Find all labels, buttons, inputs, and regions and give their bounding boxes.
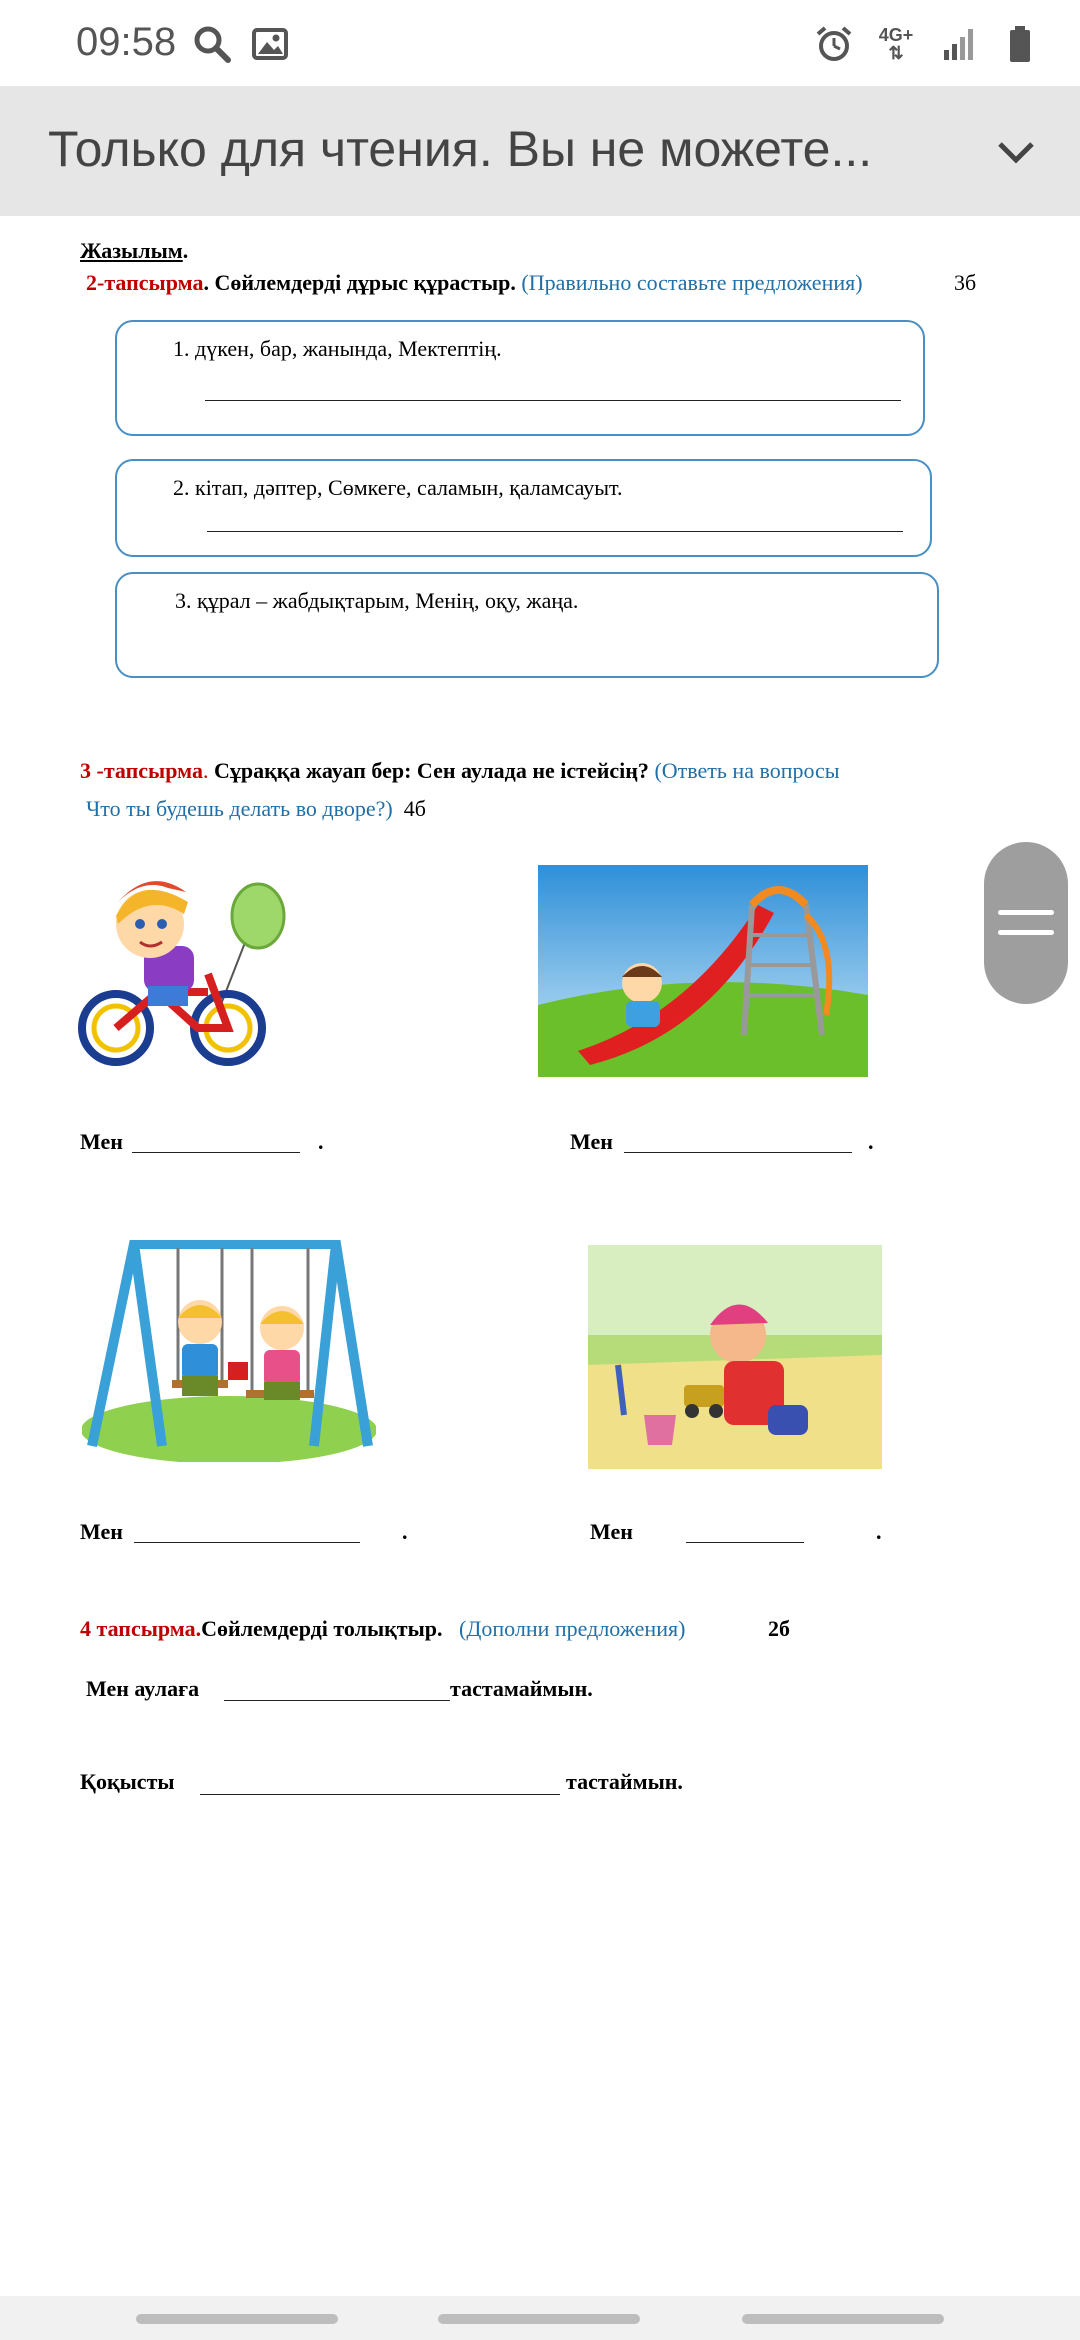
read-only-title: Только для чтения. Вы не можете... [48, 121, 873, 177]
task3-instruction: Сұраққа жауап бер: Сен аулада не істейсің? [213, 758, 649, 783]
boy-in-sandbox-picture [588, 1245, 882, 1469]
answer-line[interactable] [207, 531, 903, 532]
task2-header: 2-тапсырма. Сөйлемдерді дұрыс құрастыр. (Правильно составьте предложения) [86, 270, 863, 295]
task2-item-1-box [115, 320, 925, 436]
task4-label: 4 тапсырма [80, 1616, 196, 1641]
task3-translation-1: (Ответь на вопросы [654, 758, 840, 783]
children-on-swing-picture [82, 1240, 376, 1462]
nav-recents-pill[interactable] [742, 2314, 944, 2324]
task2-item-3-box [115, 572, 939, 678]
answer-line[interactable] [205, 400, 901, 401]
navigation-bar [0, 2296, 1080, 2340]
image-icon [250, 24, 290, 64]
chevron-down-icon[interactable] [988, 124, 1044, 180]
task3-points: 4б [403, 796, 426, 821]
task3-header: 3 -тапсырма. Сұраққа жауап бер: Сен аулада не істейсің? (Ответь на вопросы [80, 758, 840, 783]
task4-translation: (Дополни предложения) [459, 1616, 686, 1641]
read-only-banner[interactable] [0, 86, 1080, 216]
answer-blank[interactable] [624, 1152, 852, 1153]
answer-blank[interactable] [686, 1542, 804, 1543]
battery-icon [1000, 24, 1040, 64]
task4-header: 4 тапсырма.Сөйлемдерді толықтыр. (Дополни предложения) [80, 1616, 686, 1641]
boy-on-bicycle-picture [78, 862, 294, 1076]
document-page [0, 216, 1080, 2296]
nav-back-pill[interactable] [136, 2314, 338, 2324]
boy-on-slide-picture [538, 865, 868, 1077]
signal-icon [938, 24, 978, 64]
answer-word: Мен [80, 1519, 123, 1544]
task3-header-line2 [86, 796, 426, 822]
task4-points: 2б [768, 1616, 790, 1641]
answer-word: Мен [80, 1129, 123, 1154]
task2-instruction: Сөйлемдерді дұрыс құрастыр. [214, 270, 516, 295]
task2-label: 2-тапсырма [86, 270, 204, 295]
task4-instruction: Сөйлемдерді толықтыр. [201, 1616, 443, 1641]
scroll-handle[interactable] [984, 842, 1068, 1004]
task2-item-2-box [115, 459, 932, 557]
answer-dot: . [876, 1519, 882, 1544]
sentence2-blank[interactable] [200, 1794, 560, 1795]
section-heading: Жазылым. [80, 238, 189, 263]
sentence2-start: Қоқысты [80, 1769, 175, 1794]
answer-dot: . [318, 1129, 324, 1154]
search-icon [192, 24, 232, 64]
task2-item-3: 3. құрал – жабдықтарым, Менің, оқу, жаңа. [175, 588, 579, 613]
sentence1-start: Мен аулаға [86, 1676, 200, 1701]
answer-word: Мен [590, 1519, 633, 1544]
task2-points: 3б [954, 270, 977, 295]
sentence2-end: тастаймын. [566, 1769, 683, 1794]
status-bar [0, 0, 1080, 86]
status-time: 09:58 [76, 20, 177, 64]
answer-dot: . [402, 1519, 408, 1544]
sentence1-end: тастамаймын. [450, 1676, 593, 1701]
answer-blank[interactable] [134, 1542, 360, 1543]
network-label: 4G+ [878, 25, 914, 45]
answer-dot: . [868, 1129, 874, 1154]
status-icons-left [192, 24, 290, 64]
nav-home-pill[interactable] [438, 2314, 640, 2324]
network-4g-icon: 4G+ ⇅ [878, 25, 914, 63]
task2-translation: (Правильно составьте предложения) [521, 270, 863, 295]
task3-translation-2: Что ты будешь делать во дворе?) [86, 796, 393, 821]
sentence1-blank[interactable] [224, 1700, 450, 1701]
alarm-icon [814, 24, 854, 64]
status-icons-right [814, 24, 1040, 64]
task3-label: 3 -тапсырма [80, 758, 203, 783]
answer-word: Мен [570, 1129, 613, 1154]
answer-blank[interactable] [132, 1152, 300, 1153]
task2-item-2: 2. кітап, дәптер, Сөмкеге, саламын, қаламсауыт. [173, 475, 623, 500]
task2-item-1: 1. дүкен, бар, жанында, Мектептің. [173, 336, 502, 361]
